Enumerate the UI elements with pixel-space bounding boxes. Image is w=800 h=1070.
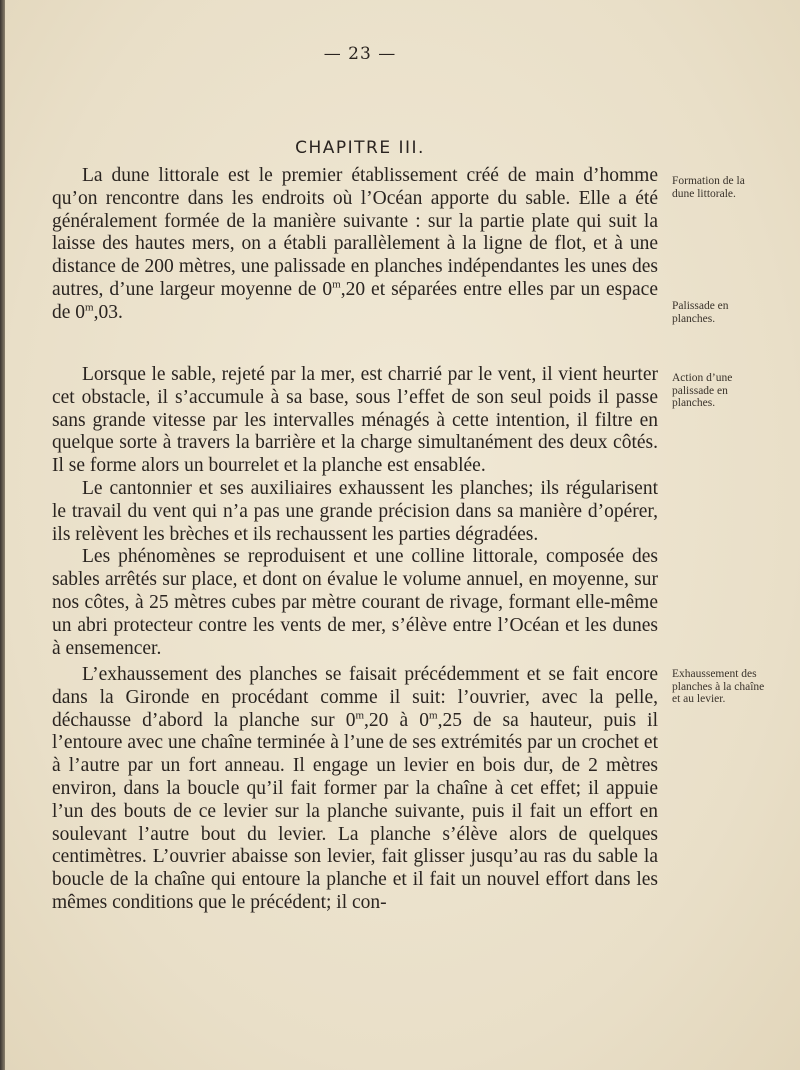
paragraph-block-2 [52, 364, 658, 660]
margin-note-palisade-action: Action d’une palissade en planches. [672, 372, 733, 409]
paragraph-block-1 [52, 165, 658, 325]
paragraph-4: Les phénomènes se reproduisent et une colline littorale, composée des sables arrêtés sur place, et dont on évalue le volume annuel, en moyenne, sur nos côtes, à 25 mètres cubes par mètre courant de rivage, formant elle-même un abri protecteur contre les vents de mer, s’élève entre l’Océan et les dunes à ensemencer. [52, 546, 658, 659]
paragraph-1: La dune littorale est le premier établissement créé de main d’homme qu’on rencontre dans les endroits où l’Océan apporte du sable. Elle a été généralement formée de la manière suivante : sur la partie plate qui suit la laisse des hautes mers, on a établi parallèlement à la ligne de flot, et à une distance de 200 mètres, une palissade en planches indépendantes les unes des autres, d’une largeur moyenne de 0$^m$,20 et séparées entre elles par un espace de 0$^m$,03. [52, 165, 658, 323]
margin-note-dune-formation: Formation de la dune littorale. [672, 175, 745, 200]
paragraph-2: Lorsque le sable, rejeté par la mer, est charrié par le vent, il vient heurter cet obstacle, il s’accumule à sa base, sous l’effet de son seul poids il passe sans grande vitesse par les intervalles ménagés à cette intention, il filtre en quelque sorte à travers la barrière et la charge simultanément des deux côtés. Il se forme alors un bourrelet et la planche est ensablée. [52, 364, 658, 477]
margin-note-palisade: Palissade en planches. [672, 300, 729, 325]
binding-edge [0, 0, 5, 1070]
margin-note-raising-planks: Exhaussement des planches à la chaîne et au levier. [672, 668, 765, 705]
paragraph-3: Le cantonnier et ses auxiliaires exhaussent les planches; ils régularisent le travail du vent qui n’a pas une grande précision dans sa manière d’opérer, ils relèvent les brèches et ils rechaussent les parties dégradées. [52, 477, 658, 545]
paragraph-5: L’exhaussement des planches se faisait précédemment et se fait encore dans la Gironde en procédant comme il suit: l’ouvrier, avec la pelle, déchausse d’abord la planche sur 0$^m$,20 à 0$^m$,25 de sa hauteur, puis il l’entoure avec une chaîne terminée à l’une de ses extrémités par un crochet et à l’autre par un fort anneau. Il engage un levier en bois dur, de 2 mètres environ, dans la boucle qu’il fait former par la chaîne à cet effet; il appuie l’un des bouts de ce levier sur la planche suivante, puis il fait un effort en soulevant l’autre bout du levier. La planche s’élève alors de quelques centimètres. L’ouvrier abaisse son levier, fait glisser jusqu’au ras du sable la boucle de la chaîne qui entoure la planche et il fait un nouvel effort dans les mêmes conditions que le précédent; il con- [52, 664, 658, 913]
chapter-heading: CHAPITRE III. [295, 138, 425, 158]
paragraph-block-3 [52, 664, 658, 915]
page-number: — 23 — [323, 44, 397, 64]
